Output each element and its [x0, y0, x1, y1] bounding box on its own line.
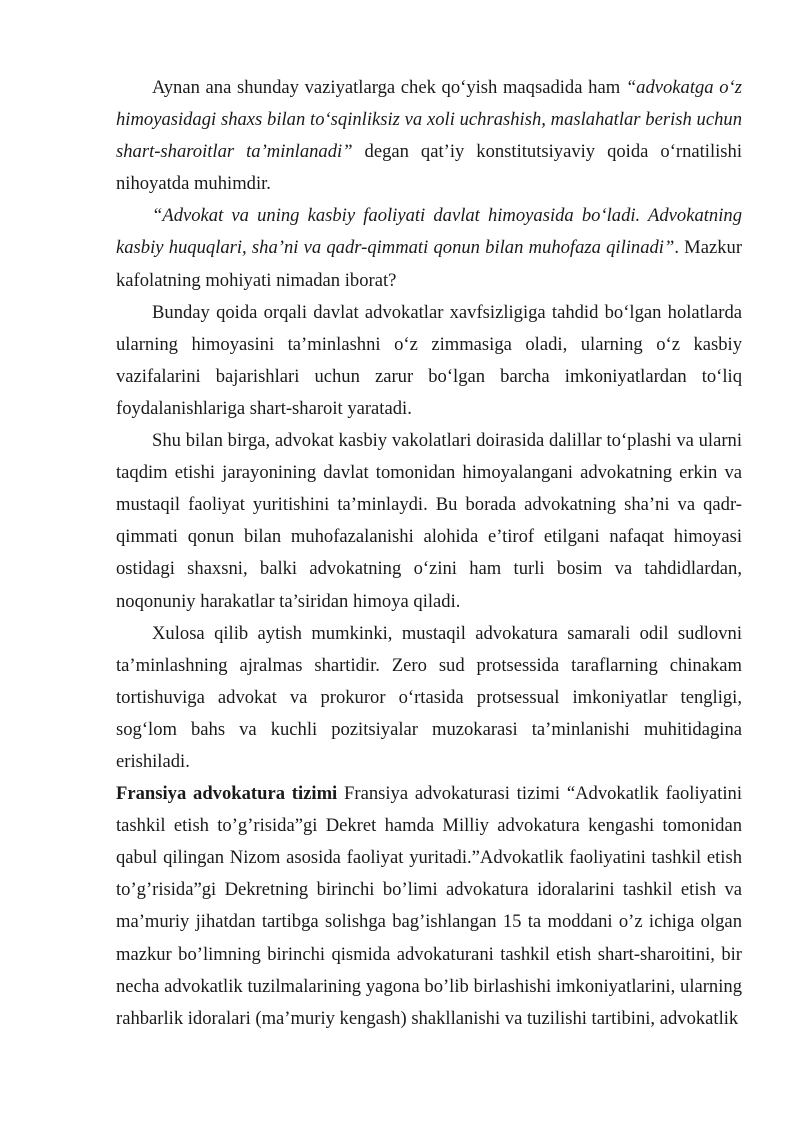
section-heading: Fransiya advokatura tizimi: [116, 783, 338, 805]
document-page: [116, 72, 742, 1035]
paragraph-evidence-protection: Shu bilan birga, advokat kasbiy vakolatlari doirasida dalillar to‘plashi va ularni taqdim etishi jarayonining davlat tomonidan himoyalangani advokatning erkin va mustaqil faoliyat yuritishini ta’minlaydi. Bu borada advokatning sha’ni va qadr-qimmati qonun bilan muhofazalanishi alohida e’tirof etilgani nafaqat himoyasi ostidagi shaxsni, balki advokatning o‘zini ham turli bosim va tahdidlardan, noqonuniy harakatlar ta’siridan himoya qiladi.: [116, 430, 742, 612]
paragraph-conclusion: Xulosa qilib aytish mumkinki, mustaqil advokatura samarali odil sudlovni ta’minlashning ajralmas shartidir. Zero sud protsessida taraflarning chinakam tortishuviga advokat va prokuror o‘rtasida protsessual imkoniyatlar tengligi, sog‘lom bahs va kuchli pozitsiyalar muzokarasi ta’minlanishi muhitidagina erishiladi.: [116, 622, 742, 772]
constitutional-quote: “advokatga o‘z himoyasidagi shaxs bilan to‘sqinliksiz va xoli uchrashish, maslahatlar berish uchun shart-sharoitlar ta’minlanadi”: [116, 77, 742, 163]
section-body-text: Fransiya advokaturasi tizimi “Advokatlik faoliyatini tashkil etish to’g’risida”gi Dekret hamda Milliy advokatura kengashi tomonidan qabul qilingan Nizom asosida faoliyat yuritadi.”Advokatlik faoliyatini tashkil etish to’g’risida”gi Dekretning birinchi bo’limi advokatura idoralarini tashkil etish va ma’muriy jihatdan tartibga solishga bag’ishlangan 15 ta moddani o’z ichiga olgan mazkur bo’limning birinchi qismida advokaturani tashkil etish shart-sharoitini, bir necha advokatlik tuzilmalarining yagona bo’lib birlashishi imkoniyatlarini, ularning rahbarlik idoralari (ma’muriy kengash) shakllanishi va tuzilishi tartibini, advokatlik: [116, 783, 742, 1029]
paragraph-lead-text: Aynan ana shunday vaziyatlarga chek qo‘yish maqsadida ham: [152, 77, 626, 98]
paragraph-state-protection: [116, 200, 742, 296]
constitutional-quote: “Advokat va uning kasbiy faoliyati davlat himoyasida bo‘ladi. Advokatning kasbiy huquqlari, sha’ni va qadr-qimmati qonun bilan muhofaza qilinadi”: [116, 205, 742, 259]
paragraph-tail-text: degan qat’iy konstitutsiyaviy qoida o‘rnatilishi nihoyatda muhimdir.: [116, 141, 742, 195]
paragraph-meeting-guarantee: [116, 72, 742, 200]
paragraph-security-guarantee: Bunday qoida orqali davlat advokatlar xavfsizligiga tahdid bo‘lgan holatlarda ularning himoyasini ta’minlashni o‘z zimmasiga oladi, ularning o‘z kasbiy vazifalarini bajarishlari uchun zarur bo‘lgan barcha imkoniyatlardan to‘liq foydalanishlariga shart-sharoit yaratadi.: [116, 301, 742, 419]
paragraph-tail-text: . Mazkur kafolatning mohiyati nimadan iborat?: [116, 237, 743, 291]
paragraph-france-system: [116, 778, 742, 1035]
